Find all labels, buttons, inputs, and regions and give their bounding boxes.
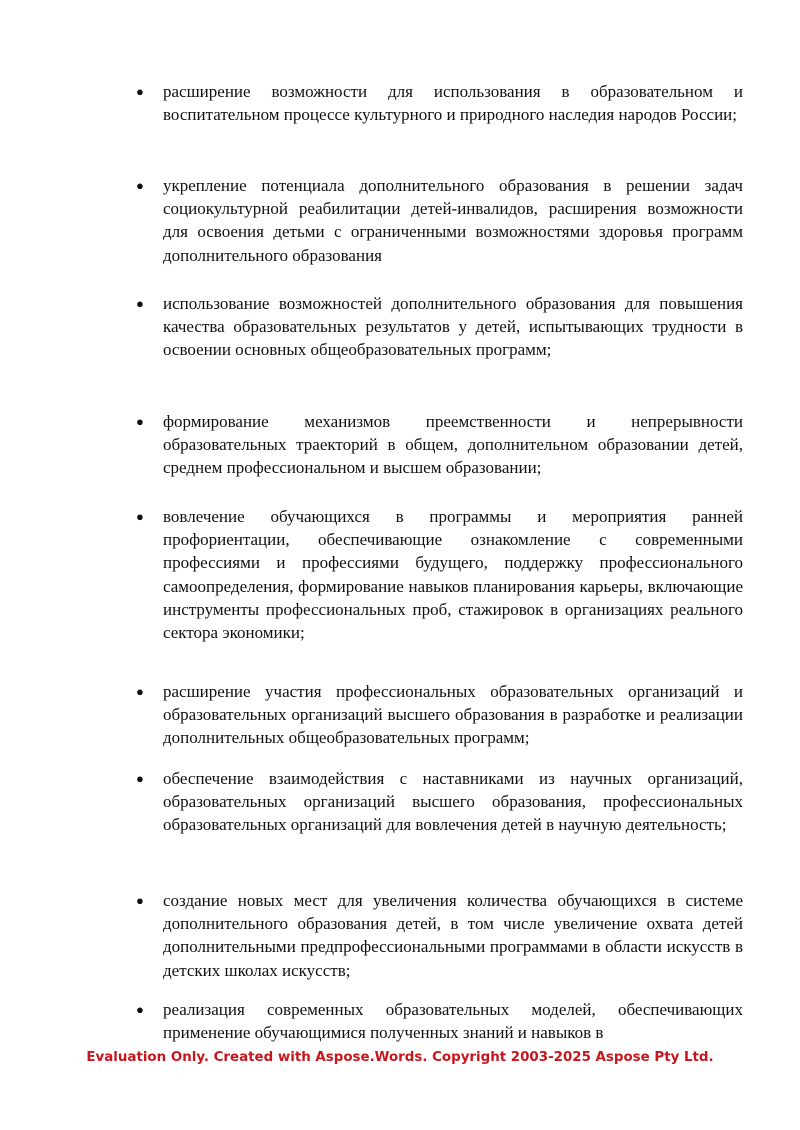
list-item-text: обеспечение взаимодействия с наставниками из научных организаций, образовательных организаций высшего образования, профессиональных образовательных организаций для вовлечения детей в научную деятельность; <box>163 769 743 835</box>
list-item-text: расширение участия профессиональных образовательных организаций и образовательных организаций высшего образования в разработке и реализации дополнительных общеобразовательных программ; <box>163 682 743 748</box>
list-item-text: реализация современных образовательных моделей, обеспечивающих применение обучающимися полученных знаний и навыков в <box>163 1000 743 1043</box>
bullet-icon: ● <box>136 509 144 524</box>
bullet-icon: ● <box>136 178 144 193</box>
list-item <box>136 998 743 1044</box>
list-item <box>136 680 743 750</box>
list-item-text: вовлечение обучающихся в программы и мероприятия ранней профориентации, обеспечивающие ознакомление с современными профессиями и профессиями будущего, поддержку профессионального самоопределения, формирование навыков планирования карьеры, включающие инструменты профессиональных проб, стажировок в организациях реального сектора экономики; <box>163 507 743 643</box>
list-item-text: использование возможностей дополнительного образования для повышения качества образовательных результатов у детей, испытывающих трудности в освоении основных общеобразовательных программ; <box>163 294 743 360</box>
list-item-text: укрепление потенциала дополнительного образования в решении задач социокультурной реабилитации детей-инвалидов, расширения возможности для освоения детьми с ограниченными возможностями здоровья программ дополнительного образования <box>163 176 743 265</box>
list-item <box>136 410 743 480</box>
bullet-icon: ● <box>136 684 144 699</box>
list-item <box>136 889 743 982</box>
list-item <box>136 767 743 837</box>
list-item-text: создание новых мест для увеличения количества обучающихся в системе дополнительного образования детей, в том числе увеличение охвата детей дополнительными предпрофессиональными программами в области искусств в детских школах искусств; <box>163 891 743 980</box>
list-item <box>136 505 743 644</box>
list-item <box>136 174 743 267</box>
bullet-icon: ● <box>136 296 144 311</box>
list-item-text: расширение возможности для использования в образовательном и воспитательном процессе культурного и природного наследия народов России; <box>163 82 743 125</box>
list-item-text: формирование механизмов преемственности и непрерывности образовательных траекторий в общем, дополнительном образовании детей, среднем профессиональном и высшем образовании; <box>163 412 743 478</box>
bullet-icon: ● <box>136 414 144 429</box>
bullet-icon: ● <box>136 771 144 786</box>
bullet-icon: ● <box>136 1002 144 1017</box>
list-item <box>136 80 743 126</box>
bullet-icon: ● <box>136 893 144 908</box>
list-item <box>136 292 743 362</box>
evaluation-watermark: Evaluation Only. Created with Aspose.Words. Copyright 2003-2025 Aspose Pty Ltd. <box>86 1050 714 1065</box>
bullet-icon: ● <box>136 84 144 99</box>
